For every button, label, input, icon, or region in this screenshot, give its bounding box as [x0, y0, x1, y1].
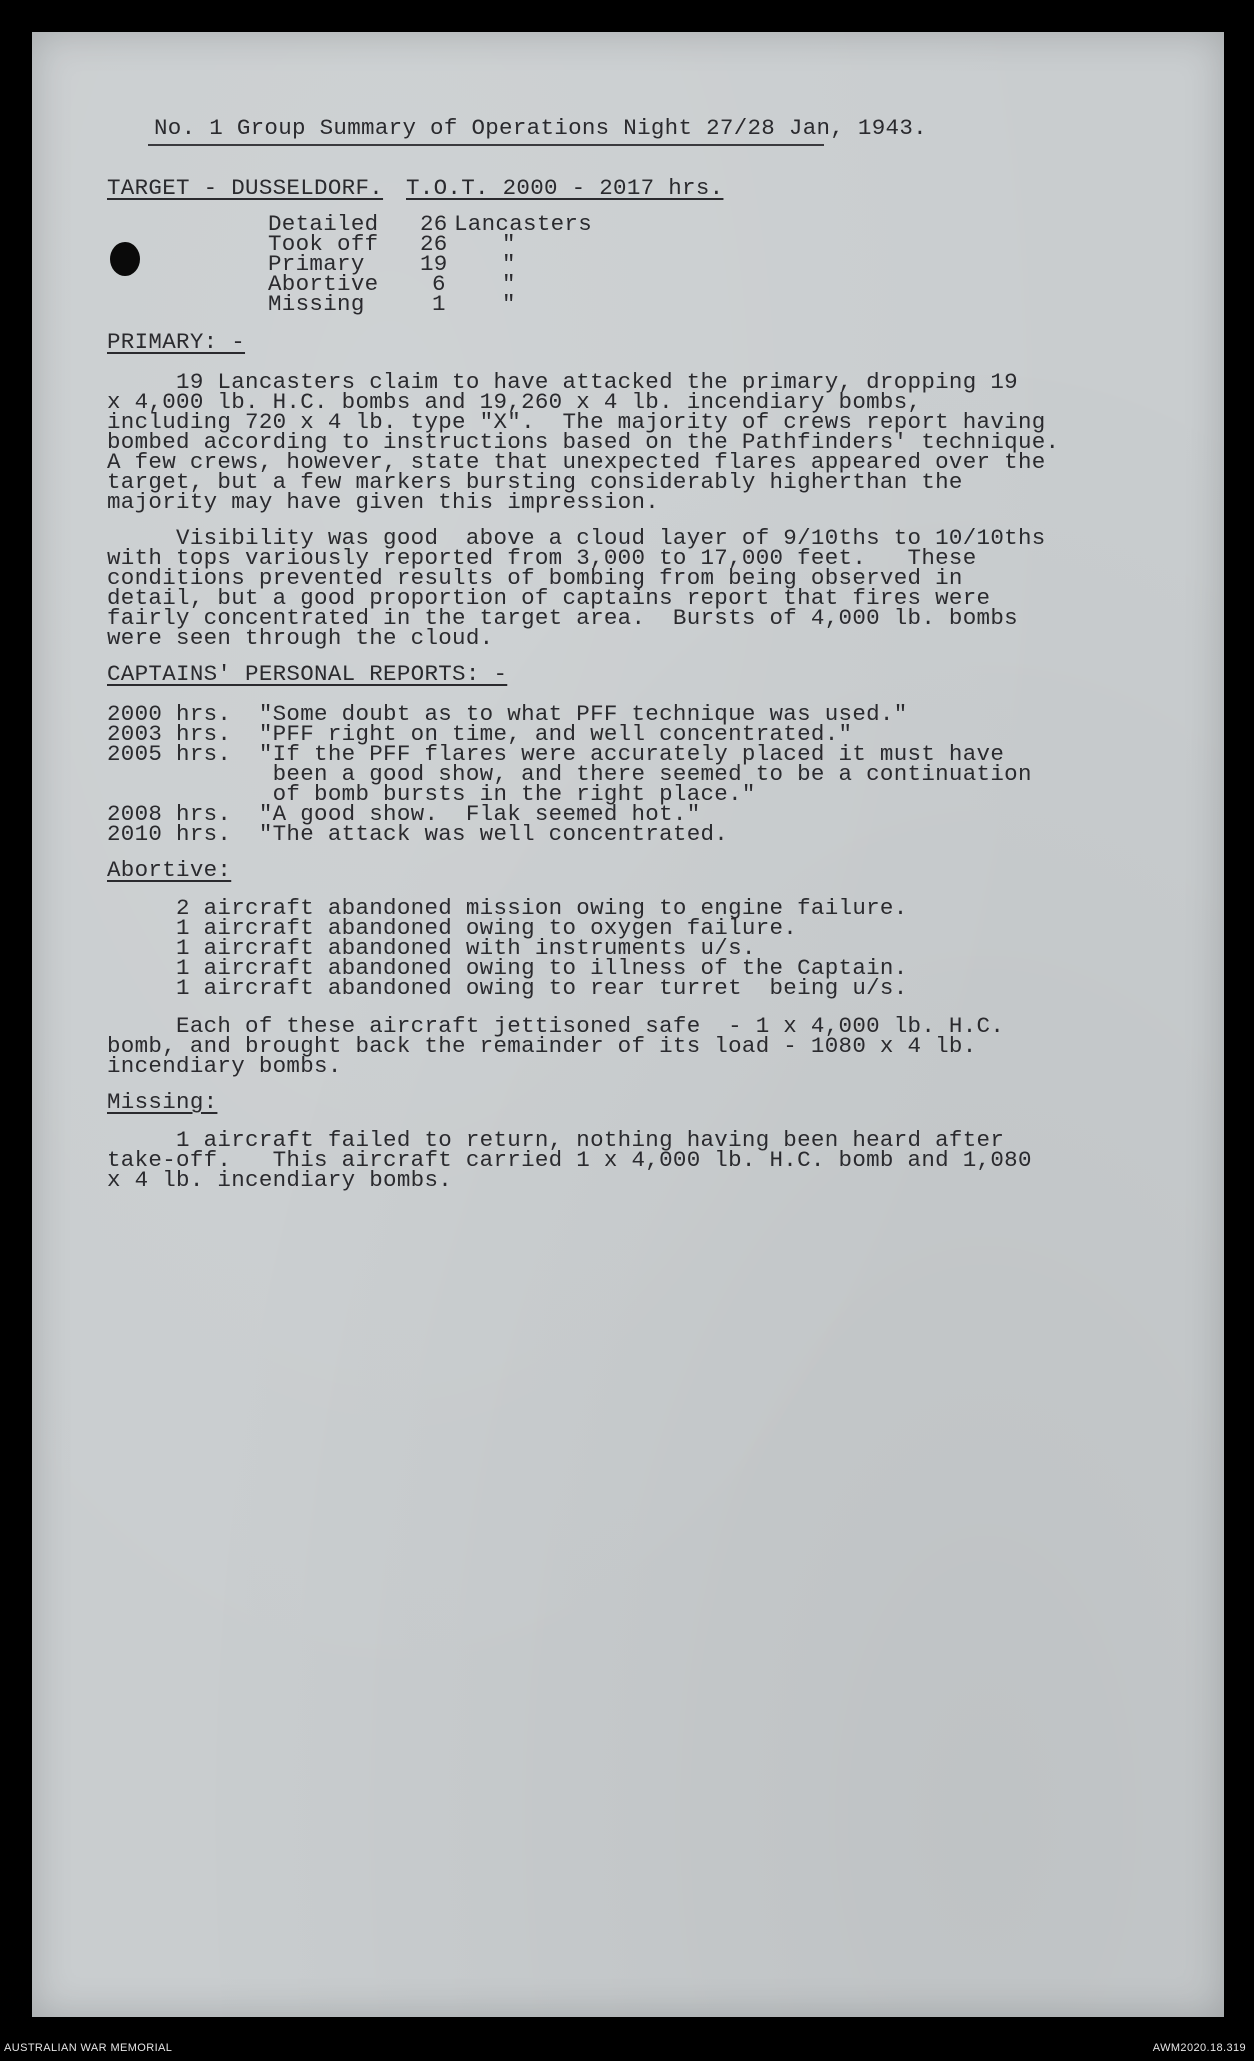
stat-unit: " — [502, 251, 516, 277]
footer-accession-number: AWM2020.18.319 — [1152, 2042, 1246, 2054]
text-line: bombed according to instructions based on the Pathfinders' technique. — [107, 429, 1060, 455]
primary-heading: PRIMARY: - — [107, 329, 246, 355]
report-line: 2010 hrs. "The attack was well concentrated. — [107, 821, 729, 847]
text-line: take-off. This aircraft carried 1 x 4,000 lb. H.C. bomb and 1,080 — [107, 1147, 1032, 1173]
text-line: including 720 x 4 lb. type "X". The majority of crews report having — [107, 409, 1046, 435]
report-line: 2008 hrs. "A good show. Flak seemed hot." — [107, 801, 701, 827]
stat-label: Took off — [268, 231, 379, 257]
text-line: 19 Lancasters claim to have attacked the primary, dropping 19 — [107, 369, 1018, 395]
text-line: detail, but a good proportion of captains report that fires were — [107, 585, 991, 611]
report-line: been a good show, and there seemed to be a continuation — [107, 761, 1032, 787]
stat-value: 26 — [420, 211, 448, 237]
target-label: TARGET - DUSSELDORF. — [107, 175, 384, 201]
stat-label: Primary — [268, 251, 365, 277]
text-line: majority may have given this impression. — [107, 489, 660, 515]
stat-label: Abortive — [268, 271, 379, 297]
missing-heading: Missing: — [107, 1089, 218, 1115]
text-line: x 4,000 lb. H.C. bombs and 19,260 x 4 lb. incendiary bombs, — [107, 389, 922, 415]
page-title: No. 1 Group Summary of Operations Night 27/28 Jan, 1943. — [154, 115, 927, 141]
stat-value: 26 — [420, 231, 448, 257]
report-line: 2000 hrs. "Some doubt as to what PFF technique was used." — [107, 701, 908, 727]
text-line: were seen through the cloud. — [107, 625, 494, 651]
abortive-heading: Abortive: — [107, 857, 232, 883]
reports-heading: CAPTAINS' PERSONAL REPORTS: - — [107, 661, 508, 687]
stat-unit: " — [502, 291, 516, 317]
stat-value: 19 — [420, 251, 448, 277]
text-line: fairly concentrated in the target area. Bursts of 4,000 lb. bombs — [107, 605, 1018, 631]
text-line: A few crews, however, state that unexpected flares appeared over the — [107, 449, 1046, 475]
stat-unit: " — [502, 231, 516, 257]
stat-value: 6 — [432, 271, 446, 297]
list-item: 2 aircraft abandoned mission owing to engine failure. — [107, 895, 908, 921]
list-item: 1 aircraft abandoned owing to rear turret being u/s. — [107, 975, 908, 1001]
text-line: conditions prevented results of bombing from being observed in — [107, 565, 963, 591]
text-line: 1 aircraft failed to return, nothing having been heard after — [107, 1127, 1005, 1153]
text-line: with tops variously reported from 3,000 to 17,000 feet. These — [107, 545, 977, 571]
text-line: target, but a few markers bursting considerably higherthan the — [107, 469, 963, 495]
report-line: 2003 hrs. "PFF right on time, and well concentrated." — [107, 721, 853, 747]
punch-hole — [110, 242, 140, 276]
text-line: bomb, and brought back the remainder of its load - 1080 x 4 lb. — [107, 1033, 977, 1059]
title-underline — [148, 144, 824, 146]
stat-unit: " — [502, 271, 516, 297]
list-item: 1 aircraft abandoned owing to oxygen failure. — [107, 915, 798, 941]
stat-label: Missing — [268, 291, 365, 317]
footer-institution: AUSTRALIAN WAR MEMORIAL — [4, 2042, 173, 2054]
stat-value: 1 — [432, 291, 446, 317]
list-item: 1 aircraft abandoned owing to illness of the Captain. — [107, 955, 908, 981]
list-item: 1 aircraft abandoned with instruments u/s. — [107, 935, 756, 961]
report-line: 2005 hrs. "If the PFF flares were accurately placed it must have — [107, 741, 1005, 767]
report-line: of bomb bursts in the right place." — [107, 781, 756, 807]
text-line: incendiary bombs. — [107, 1053, 342, 1079]
document-page — [32, 32, 1224, 2017]
text-line: Visibility was good above a cloud layer of 9/10ths to 10/10ths — [107, 525, 1046, 551]
tot-label: T.O.T. 2000 - 2017 hrs. — [406, 175, 724, 201]
text-line: x 4 lb. incendiary bombs. — [107, 1167, 453, 1193]
stat-unit: Lancasters — [454, 211, 593, 237]
stat-label: Detailed — [268, 211, 379, 237]
text-line: Each of these aircraft jettisoned safe - 1 x 4,000 lb. H.C. — [107, 1013, 1005, 1039]
